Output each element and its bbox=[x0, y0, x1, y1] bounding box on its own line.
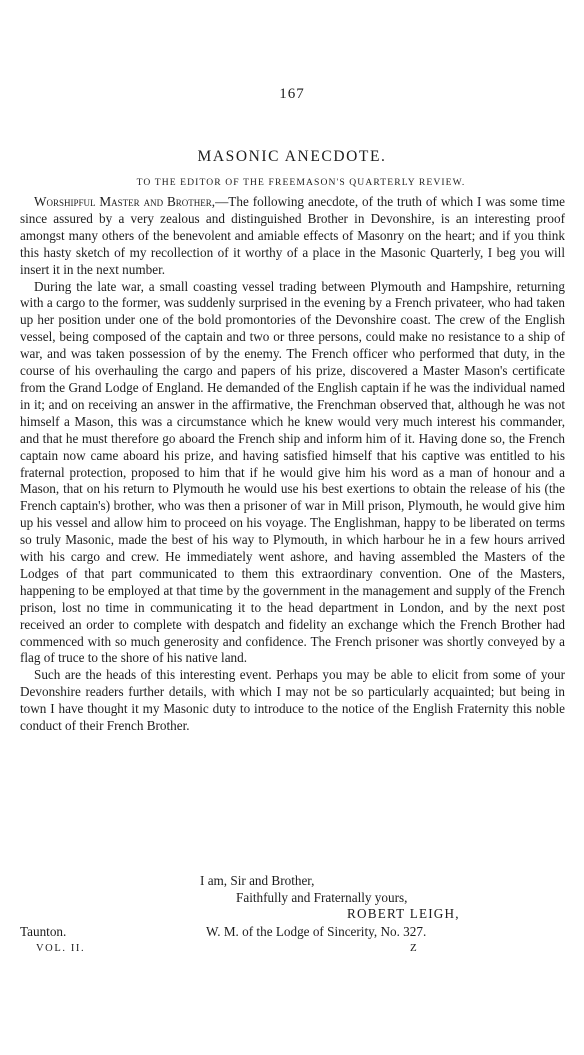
signatory-name: ROBERT LEIGH, bbox=[347, 906, 460, 921]
closing-line-2: Faithfully and Fraternally yours, bbox=[236, 890, 408, 905]
volume-footer: VOL. II. bbox=[36, 943, 86, 954]
printer-signature-mark: Z bbox=[410, 942, 417, 954]
signatory-lodge: W. M. of the Lodge of Sincerity, No. 327. bbox=[206, 924, 427, 939]
paragraph-text: —The following anecdote, of the truth of which I was some time since assured by a very zealous and distinguished Brother in Devonshire, is an interesting proof amongst many others of the benevolent and amiable effects of Masonry on the heart; and if you think this hasty sketch of my recollection of it worthy of a place in the Masonic Quarterly, I beg you will insert it in the next number. bbox=[20, 194, 565, 277]
paragraph bbox=[20, 194, 565, 279]
paragraph bbox=[20, 279, 565, 668]
place-of-writing: Taunton. bbox=[20, 924, 67, 939]
paragraph bbox=[20, 667, 565, 735]
article-body bbox=[20, 194, 565, 735]
paragraph-text: Such are the heads of this interesting event. Perhaps you may be able to elicit from some of your Devonshire readers further details, with which I may not be so particularly acquainted; but being in town I have thought it my Masonic duty to introduce to the notice of the English Fraternity this noble conduct of their French Brother. bbox=[20, 667, 565, 734]
paragraph-text: During the late war, a small coasting vessel trading between Plymouth and Hampshire, returning with a cargo to the former, was suddenly surprised in the evening by a French privateer, who had taken up her position under one of the bold promontories of the Devonshire coast. The crew of the English vessel, being composed of the captain and two or three persons, could make no resistance to a ship of war, and was taken possession of by the enemy. The French officer who performed that duty, in the course of his overhauling the cargo and papers of his prize, discovered a Master Mason's certificate from the Grand Lodge of England. He demanded of the English captain if he was the individual named in it; and on receiving an answer in the affirmative, the Frenchman observed that, although he was not himself a Mason, this was a circumstance which he knew would very much interest his commander, and that he must therefore go aboard the French ship and inform him of it. Having done so, the French captain now came aboard his prize, and having satisfied himself that his captive was entitled to his fraternal protection, proposed to him that if he would give him his word as a man of honour and a Mason, that on his return to Plymouth he would use his best exertions to obtain the release of his (the French captain's) brother, who was then a prisoner of war in Mill prison, Plymouth, he would give him up his vessel and allow him to proceed on his voyage. The Englishman, happy to be liberated on terms so truly Masonic, made the best of his way to Plymouth, in which harbour he in a few hours arrived with his cargo and crew. He immediately went ashore, and having assembled the Masters of the Lodges of that part communicated to them this extraordinary convention. One of the Masters, happening to be employed at that time by the government in the management and supply of the French prison, lost no time in communicating it to the head department in London, and by the next post received an order to complete with despatch and fidelity an exchange which the French Brother had commenced with so much generosity and confidence. The French prisoner was shortly conveyed by a flag of truce to the shore of his native land. bbox=[20, 278, 565, 666]
page-number: 167 bbox=[279, 86, 305, 102]
closing-line-1: I am, Sir and Brother, bbox=[200, 873, 315, 888]
dedication-line: TO THE EDITOR OF THE FREEMASON'S QUARTERLY REVIEW. bbox=[136, 177, 466, 188]
salutation: Worshipful Master and Brother, bbox=[34, 194, 216, 209]
article-title: MASONIC ANECDOTE. bbox=[197, 148, 387, 165]
